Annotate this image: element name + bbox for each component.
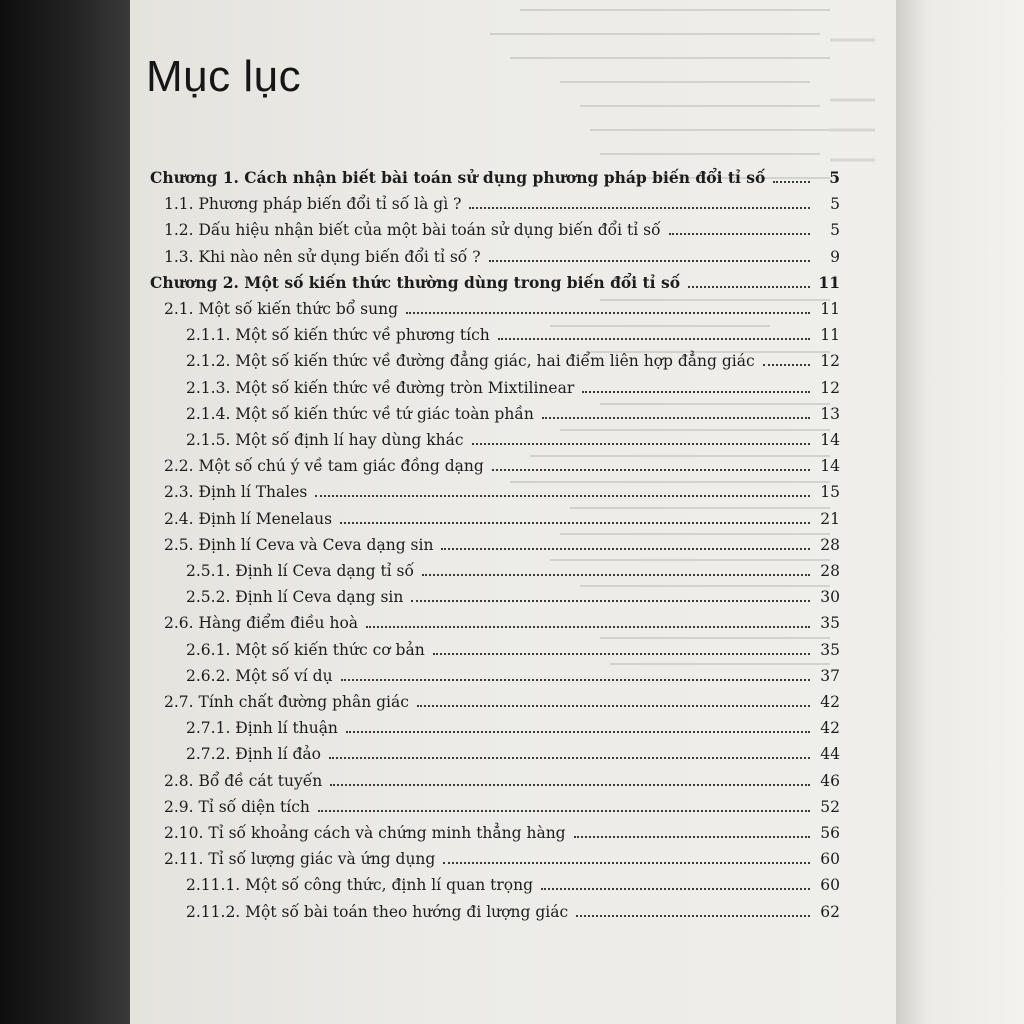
dot-leader: [489, 260, 810, 262]
toc-page-number: 60: [820, 876, 840, 895]
toc-entry[interactable]: [164, 791, 840, 817]
toc-page-number: 9: [830, 247, 840, 266]
toc-entry[interactable]: [164, 188, 840, 214]
book-page: [130, 0, 896, 1024]
toc-entry-label: 2.1.5. Một số định lí hay dùng khác: [186, 431, 464, 449]
toc-entry[interactable]: [186, 555, 840, 581]
toc-page-number: 14: [820, 457, 840, 476]
toc-entry-label: 2.10. Tỉ số khoảng cách và chứng minh thẳng hàng: [164, 824, 566, 842]
toc-entry-label: Chương 1. Cách nhận biết bài toán sử dụng phương pháp biến đổi tỉ số: [150, 168, 766, 187]
toc-entry[interactable]: [186, 712, 840, 738]
toc-entry[interactable]: [164, 241, 840, 267]
toc-entry-label: 2.11.2. Một số bài toán theo hướng đi lượng giác: [186, 902, 569, 921]
toc-page-number: 5: [829, 168, 840, 187]
toc-page-number: 28: [820, 562, 840, 580]
toc-entry-label: 2.2. Một số chú ý về tam giác đồng dạng: [164, 457, 484, 476]
toc-entry-label: 1.1. Phương pháp biến đổi tỉ số là gì ?: [164, 195, 462, 214]
toc-page-number: 11: [820, 326, 840, 345]
toc-page-number: 37: [820, 666, 840, 685]
dot-leader: [366, 626, 810, 628]
dot-leader: [574, 836, 810, 838]
toc-entry[interactable]: [186, 581, 840, 607]
toc-entry[interactable]: [164, 450, 840, 476]
toc-page-number: 13: [820, 404, 840, 423]
dot-leader: [315, 495, 810, 497]
toc-page-number: 5: [830, 221, 840, 240]
background-right: [896, 0, 1024, 1024]
toc-page-number: 62: [820, 902, 840, 921]
toc-chapter[interactable]: [150, 162, 840, 188]
toc-entry-label: 2.8. Bổ đề cát tuyến: [164, 771, 323, 790]
dot-leader: [469, 207, 810, 209]
dot-leader: [576, 915, 810, 917]
toc-page-number: 12: [820, 378, 840, 397]
toc-entry[interactable]: [186, 738, 840, 764]
dot-leader: [443, 862, 810, 864]
toc-entry[interactable]: [186, 398, 840, 424]
dot-leader: [582, 391, 810, 393]
toc-entry-label: 2.11. Tỉ số lượng giác và ứng dụng: [164, 850, 436, 869]
toc-entry-label: 2.1.3. Một số kiến thức về đường tròn Mixtilinear: [186, 378, 575, 397]
toc-page-number: 11: [818, 272, 840, 292]
toc-page-number: 28: [820, 535, 840, 554]
dot-leader: [340, 522, 810, 524]
toc-entry[interactable]: [164, 817, 840, 843]
dot-leader: [411, 600, 810, 602]
dot-leader: [329, 757, 810, 759]
dot-leader: [341, 679, 810, 681]
toc-page-number: 35: [820, 640, 840, 659]
toc-entry[interactable]: [186, 869, 840, 895]
toc-entry-label: 2.5.2. Định lí Ceva dạng sin: [186, 588, 404, 607]
dot-leader: [406, 312, 810, 314]
dot-leader: [422, 574, 810, 576]
toc-entry[interactable]: [186, 319, 840, 345]
dot-leader: [330, 784, 810, 786]
toc-entry[interactable]: [186, 660, 840, 686]
toc-entry[interactable]: [164, 686, 840, 712]
toc-entry[interactable]: [164, 214, 840, 240]
toc-page-number: 15: [820, 483, 840, 502]
background-left: [0, 0, 130, 1024]
toc-entry[interactable]: [164, 503, 840, 529]
toc-page-number: 42: [820, 693, 840, 711]
toc-page-number: 30: [820, 588, 840, 607]
dot-leader: [318, 810, 810, 812]
toc-entry-label: 2.7.2. Định lí đảo: [186, 745, 321, 764]
toc-entry[interactable]: [164, 843, 840, 869]
toc-entry-label: 2.1. Một số kiến thức bổ sung: [164, 300, 398, 318]
dot-leader: [688, 286, 810, 288]
dot-leader: [346, 731, 810, 733]
toc-entry-label: 2.6.1. Một số kiến thức cơ bản: [186, 640, 425, 659]
dot-leader: [417, 705, 810, 707]
dot-leader: [441, 548, 810, 550]
toc-page-number: 44: [820, 745, 840, 764]
toc-entry-label: 2.1.1. Một số kiến thức về phương tích: [186, 326, 490, 345]
toc-entry[interactable]: [186, 345, 840, 371]
dot-leader: [492, 469, 810, 471]
toc-entry[interactable]: [164, 765, 840, 791]
dot-leader: [669, 233, 810, 235]
toc-page-number: 11: [820, 300, 840, 318]
dot-leader: [498, 338, 810, 340]
dot-leader: [763, 364, 810, 366]
toc-entry-label: 2.6. Hàng điểm điều hoà: [164, 614, 359, 633]
toc-page-number: 5: [830, 195, 840, 214]
toc-page-number: 52: [820, 797, 840, 816]
toc-entry-label: 2.5. Định lí Ceva và Ceva dạng sin: [164, 535, 434, 554]
dot-leader: [542, 417, 810, 419]
toc-entry-label: 2.11.1. Một số công thức, định lí quan trọng: [186, 876, 533, 895]
toc-entry-label: 2.4. Định lí Menelaus: [164, 509, 333, 528]
toc-entry[interactable]: [186, 896, 840, 922]
toc-entry[interactable]: [186, 634, 840, 660]
toc-entry-label: Chương 2. Một số kiến thức thường dùng trong biến đổi tỉ số: [150, 272, 681, 292]
toc-entry-label: 2.9. Tỉ số diện tích: [164, 797, 310, 816]
toc-entry[interactable]: [164, 293, 840, 319]
toc-chapter[interactable]: [150, 267, 840, 293]
toc-entry-label: 2.6.2. Một số ví dụ: [186, 666, 333, 685]
dot-leader: [472, 443, 810, 445]
toc-entry-label: 1.3. Khi nào nên sử dụng biến đổi tỉ số ?: [164, 247, 481, 266]
toc-page-number: 35: [820, 614, 840, 633]
toc-page-number: 46: [820, 771, 840, 790]
toc-entry-label: 2.1.2. Một số kiến thức về đường đẳng giác, hai điểm liên hợp đẳng giác: [186, 352, 755, 371]
toc-entry-label: 2.3. Định lí Thales: [164, 483, 308, 502]
toc-entry-label: 2.5.1. Định lí Ceva dạng tỉ số: [186, 562, 414, 580]
dot-leader: [773, 181, 810, 183]
toc-entry[interactable]: [186, 372, 840, 398]
dot-leader: [433, 653, 810, 655]
toc-entry-label: 2.1.4. Một số kiến thức về tứ giác toàn phần: [186, 404, 534, 423]
toc-page-number: 12: [820, 352, 840, 371]
toc-page-number: 60: [820, 850, 840, 869]
toc-entry-label: 1.2. Dấu hiệu nhận biết của một bài toán sử dụng biến đổi tỉ số: [164, 221, 661, 240]
toc-page-number: 42: [820, 719, 840, 738]
toc-entry-label: 2.7.1. Định lí thuận: [186, 719, 338, 738]
toc-entry[interactable]: [164, 476, 840, 502]
dot-leader: [541, 888, 810, 890]
toc-page-number: 21: [820, 509, 840, 528]
toc-entry[interactable]: [164, 607, 840, 633]
toc-page-number: 14: [820, 431, 840, 449]
toc-entry-label: 2.7. Tính chất đường phân giác: [164, 693, 409, 711]
toc-entry[interactable]: [186, 424, 840, 450]
page-title: Mục lục: [146, 52, 302, 101]
toc-page-number: 56: [820, 824, 840, 842]
toc-entry[interactable]: [164, 529, 840, 555]
